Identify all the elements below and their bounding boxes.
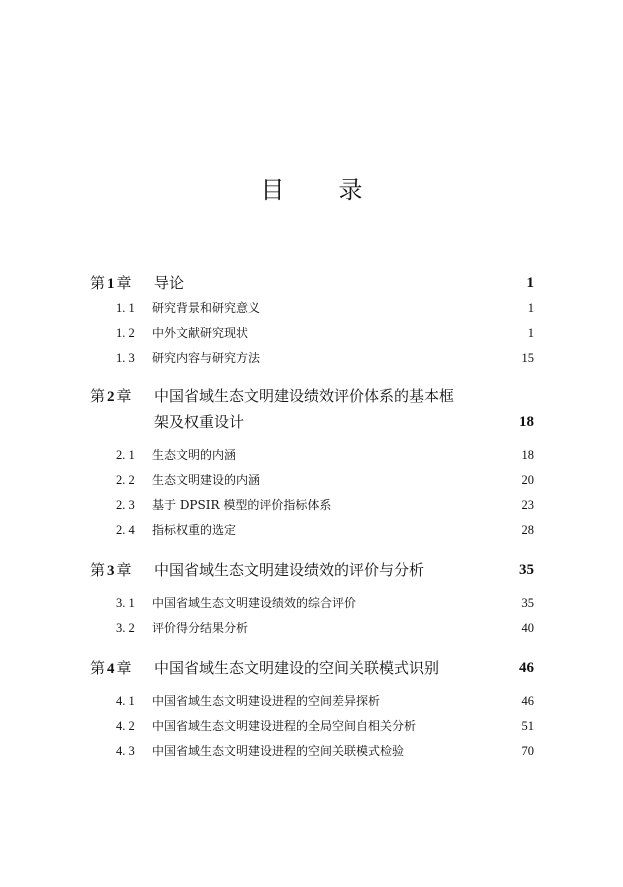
toc-section[interactable]	[90, 739, 536, 764]
chapter-page: 18	[519, 414, 534, 430]
chapter-number: 第 1 章	[90, 274, 132, 292]
chapter-page: 1	[526, 275, 534, 291]
toc-section[interactable]	[90, 493, 536, 518]
toc-chapter-1[interactable]	[90, 270, 536, 296]
section-page: 18	[521, 448, 534, 462]
section-number: 4. 3	[116, 744, 135, 758]
toc-chapter-4[interactable]	[90, 655, 536, 681]
chapter-page: 46	[519, 660, 534, 676]
section-page: 46	[521, 694, 534, 708]
section-number: 1. 3	[116, 351, 135, 365]
chapter-page: 35	[519, 562, 534, 578]
section-number: 3. 1	[116, 596, 135, 610]
section-number: 2. 4	[116, 523, 135, 537]
section-title: 基于 DPSIR 模型的评价指标体系	[152, 498, 332, 512]
toc-chapter-3[interactable]	[90, 557, 536, 583]
section-title: 生态文明建设的内涵	[152, 473, 261, 487]
toc-section[interactable]	[90, 346, 536, 371]
section-number: 4. 2	[116, 719, 135, 733]
section-page: 15	[521, 351, 534, 365]
toc-section[interactable]	[90, 591, 536, 616]
section-page: 28	[521, 523, 534, 537]
table-of-contents	[90, 270, 536, 764]
section-title: 中国省域生态文明建设进程的空间差异探析	[152, 694, 381, 708]
section-page: 35	[521, 596, 534, 610]
chapter-title: 中国省域生态文明建设的空间关联模式识别	[154, 659, 440, 677]
section-title: 评价得分结果分析	[152, 621, 249, 635]
section-number: 3. 2	[116, 621, 135, 635]
chapter-title: 中国省域生态文明建设绩效的评价与分析	[154, 561, 425, 579]
section-title: 生态文明的内涵	[152, 448, 237, 462]
section-page: 40	[521, 621, 534, 635]
page-title: 目录	[260, 176, 417, 204]
section-page: 23	[521, 498, 534, 512]
toc-chapter-2[interactable]	[90, 383, 536, 435]
toc-section[interactable]	[90, 616, 536, 641]
section-number: 2. 1	[116, 448, 135, 462]
section-page: 20	[521, 473, 534, 487]
section-page: 1	[527, 326, 534, 340]
section-number: 2. 2	[116, 473, 135, 487]
section-title: 中外文献研究现状	[152, 326, 249, 340]
chapter-title: 中国省域生态文明建设绩效评价体系的基本框架及权重设计	[154, 387, 455, 431]
section-number: 4. 1	[116, 694, 135, 708]
chapter-title: 导论	[154, 274, 185, 292]
section-page: 1	[527, 301, 534, 315]
toc-section[interactable]	[90, 296, 536, 321]
section-title: 指标权重的选定	[152, 523, 237, 537]
section-page: 70	[521, 744, 534, 758]
chapter-number: 第 3 章	[90, 561, 132, 579]
toc-section[interactable]	[90, 714, 536, 739]
toc-section[interactable]	[90, 468, 536, 493]
section-number: 1. 2	[116, 326, 135, 340]
toc-section[interactable]	[90, 689, 536, 714]
section-title: 研究内容与研究方法	[152, 351, 261, 365]
section-page: 51	[521, 719, 534, 733]
chapter-number: 第 2 章	[90, 387, 132, 405]
toc-section[interactable]	[90, 321, 536, 346]
chapter-number: 第 4 章	[90, 659, 132, 677]
toc-section[interactable]	[90, 443, 536, 468]
toc-section[interactable]	[90, 518, 536, 543]
section-title: 中国省域生态文明建设进程的全局空间自相关分析	[152, 719, 417, 733]
section-number: 1. 1	[116, 301, 135, 315]
section-title: 研究背景和研究意义	[152, 301, 261, 315]
section-number: 2. 3	[116, 498, 135, 512]
section-title: 中国省域生态文明建设进程的空间关联模式检验	[152, 744, 405, 758]
section-title: 中国省域生态文明建设绩效的综合评价	[152, 596, 357, 610]
